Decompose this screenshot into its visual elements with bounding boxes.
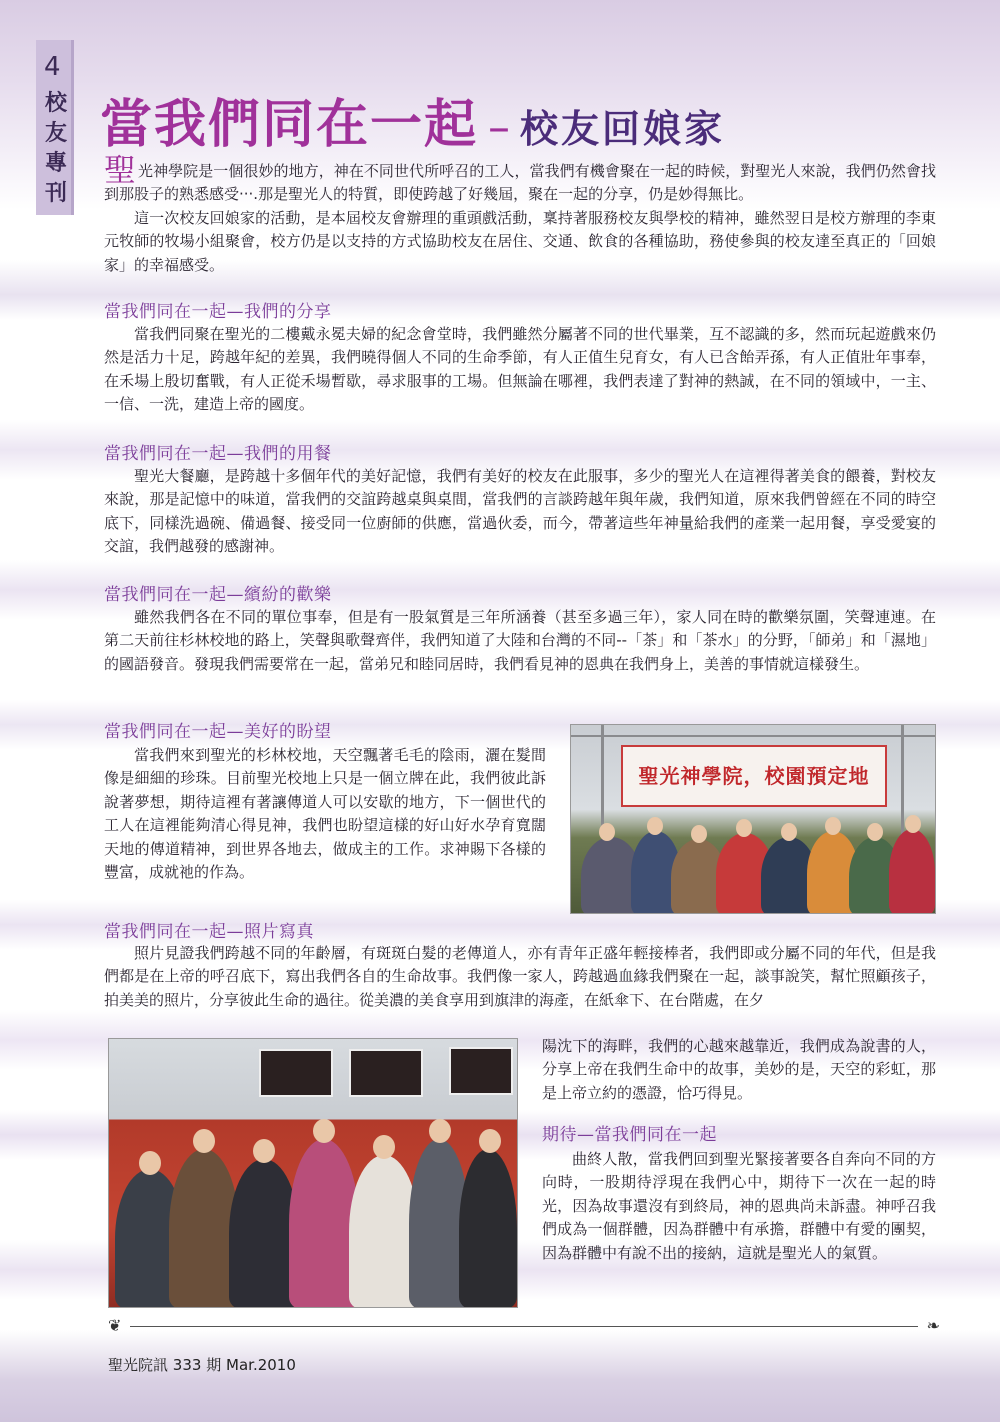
footer bbox=[108, 1354, 296, 1375]
campus-sign: 聖光神學院，校園預定地 bbox=[621, 745, 887, 807]
sign-pole bbox=[901, 725, 904, 835]
issue-date: Mar.2010 bbox=[226, 1356, 296, 1374]
sign-wire bbox=[571, 735, 935, 737]
intro-paragraph-2: 這一次校友回娘家的活動，是本屆校友會辦理的重頭戲活動，稟持著服務校友與學校的精神，雖然翌日是校方辦理的李東元牧師的牧場小組聚會，校方仍是以支持的方式協助校友在居住、交通、飲食的各種協助，務使參與的校友達至真正的「回娘家」的幸福感受。 bbox=[104, 208, 936, 274]
section-paragraph: 曲終人散，當我們回到聖光緊接著要各自奔向不同的方向時，一股期待浮現在我們心中，期待下一次在一起的時光，因為故事還沒有到終局，神的恩典尚未訴盡。神呼召我們成為一個群體，因為群體中有承擔，群體中有愛的團契，因為群體中有說不出的接納，這就是聖光人的氣質。 bbox=[542, 1150, 936, 1262]
section-heading-meal: 當我們同在一起—我們的用餐 bbox=[104, 444, 332, 464]
head bbox=[867, 823, 883, 841]
head bbox=[736, 819, 752, 837]
head bbox=[253, 1139, 275, 1163]
person bbox=[459, 1149, 517, 1308]
boat-window bbox=[259, 1049, 333, 1097]
boat-group-photo bbox=[108, 1038, 518, 1308]
section-body-meal bbox=[104, 465, 936, 559]
head bbox=[825, 817, 841, 835]
boat-window bbox=[449, 1047, 513, 1095]
section-heading-expectation: 期待—當我們同在一起 bbox=[542, 1125, 717, 1145]
section-heading-photos: 當我們同在一起—照片寫真 bbox=[104, 922, 314, 942]
head bbox=[479, 1129, 501, 1153]
publication-name: 聖光院訊 bbox=[108, 1356, 169, 1374]
intro-text bbox=[104, 151, 936, 277]
section-body-sharing bbox=[104, 323, 936, 417]
head bbox=[647, 817, 663, 835]
section-paragraph: 雖然我們各在不同的單位事奉，但是有一股氣質是三年所涵養（甚至多過三年），家人同在時的歡樂氛圍，笑聲連連。在第二天前往杉林校地的路上，笑聲與歌聲齊伴，我們知道了大陸和台灣的不同--「茶」和「茶水」的分野，「師弟」和「濕地」的國語發音。發現我們需要常在一起，當弟兄和睦同居時，我們看見神的恩典在我們身上，美善的事情就這樣發生。 bbox=[104, 608, 936, 673]
head bbox=[905, 815, 921, 833]
boat-window bbox=[349, 1049, 423, 1097]
dropcap: 聖 bbox=[104, 151, 137, 189]
section-body-hope bbox=[104, 744, 546, 884]
section-paragraph: 聖光大餐廳，是跨越十多個年代的美好記憶，我們有美好的校友在此服事，多少的聖光人在這裡得著美食的餵養，對校友來說，那是記憶中的味道，當我們的交誼跨越桌與桌間，當我們的言談跨越年與年歲，我們知道，原來我們曾經在不同的時空底下，同樣洗過碗、備過餐、接受同一位廚師的供應，當過伙委，而今，帶著這些年神量給我們的產業一起用餐，享受愛宴的交誼，我們越發的感謝神。 bbox=[104, 467, 936, 556]
flourish-left-icon: ❦ bbox=[108, 1316, 122, 1335]
flourish-right-icon: ❧ bbox=[926, 1316, 940, 1335]
section-paragraph: 陽沈下的海畔，我們的心越來越靠近，我們成為說書的人，分享上帝在我們生命中的故事，美妙的是，天空的彩虹，那是上帝立約的憑證，恰巧得見。 bbox=[542, 1037, 936, 1102]
section-heading-sharing: 當我們同在一起—我們的分享 bbox=[104, 302, 332, 322]
section-paragraph: 當我們來到聖光的杉林校地，天空飄著毛毛的陰雨，灑在髮間像是細細的珍珠。目前聖光校地上只是一個立牌在此，我們彼此訴說著夢想，期待這裡有著讓傳道人可以安歇的地方，下一個世代的工人在這裡能夠清心得見神，我們也盼望這樣的好山好水孕育寬闊天地的傳道精神，到世界各地去，做成主的工作。求神賜下各樣的豐富，成就祂的作為。 bbox=[104, 746, 546, 882]
head bbox=[139, 1151, 161, 1175]
section-body-joy bbox=[104, 606, 936, 676]
divider-ornament bbox=[108, 1316, 940, 1335]
section-heading-hope: 當我們同在一起—美好的盼望 bbox=[104, 722, 332, 742]
issue-suffix: 期 bbox=[206, 1356, 222, 1374]
campus-group-photo bbox=[570, 724, 936, 914]
section-body-photos bbox=[104, 942, 936, 1012]
head bbox=[429, 1119, 451, 1143]
section-paragraph: 當我們同聚在聖光的二樓戴永冕夫婦的紀念會堂時，我們雖然分屬著不同的世代畢業，互不認識的多，然而玩起遊戲來仍然是活力十足，跨越年紀的差異，我們曉得個人不同的生命季節，有人正值生兒育女，有人已含飴弄孫，有人正值壯年事奉，在禾場上殷切奮戰，有人正從禾場暫歇，尋求服事的工場。但無論在哪裡，我們表達了對神的熱誠，在不同的領域中，一主、一信、一洗，建造上帝的國度。 bbox=[104, 325, 936, 414]
issue-number: 333 bbox=[172, 1356, 202, 1374]
section-paragraph: 照片見證我們跨越不同的年齡層，有斑斑白髮的老傳道人，亦有青年正盛年輕接棒者，我們即或分屬不同的年代，但是我們都是在上帝的呼召底下，寫出我們各自的生命故事。我們像一家人，跨越過血緣我們聚在一起，談事說笑，幫忙照顧孩子，拍美美的照片，分享彼此生命的過往。從美濃的美食享用到旗津的海產，在紙傘下、在台階處，在夕 bbox=[104, 944, 936, 1009]
head bbox=[781, 823, 797, 841]
head bbox=[313, 1119, 335, 1143]
person bbox=[889, 829, 935, 914]
head bbox=[193, 1129, 215, 1153]
head bbox=[373, 1135, 395, 1159]
section-body-photos-continued bbox=[542, 1035, 936, 1105]
head bbox=[599, 823, 615, 841]
head bbox=[691, 825, 707, 843]
page-title bbox=[100, 82, 725, 157]
title-subtitle: 校友回娘家 bbox=[520, 107, 726, 151]
intro-paragraph-1: 光神學院是一個很妙的地方，神在不同世代所呼召的工人，當我們有機會聚在一起的時候，對聖光人來說，我們仍然會找到那股子的熟悉感受‧‧‧.那是聖光人的特質，即使跨越了好幾屆，聚在一起的分享，仍是妙得無比。 bbox=[104, 162, 936, 204]
divider-line bbox=[130, 1326, 918, 1327]
section-heading-joy: 當我們同在一起—繽紛的歡樂 bbox=[104, 585, 332, 605]
section-label: 校友專刊 bbox=[45, 90, 68, 206]
title-main: 當我們同在一起 bbox=[100, 95, 479, 155]
section-body-expectation bbox=[542, 1148, 936, 1265]
page-number: 4 bbox=[44, 52, 61, 82]
title-separator: – bbox=[488, 102, 511, 153]
sign-pole bbox=[601, 725, 604, 835]
